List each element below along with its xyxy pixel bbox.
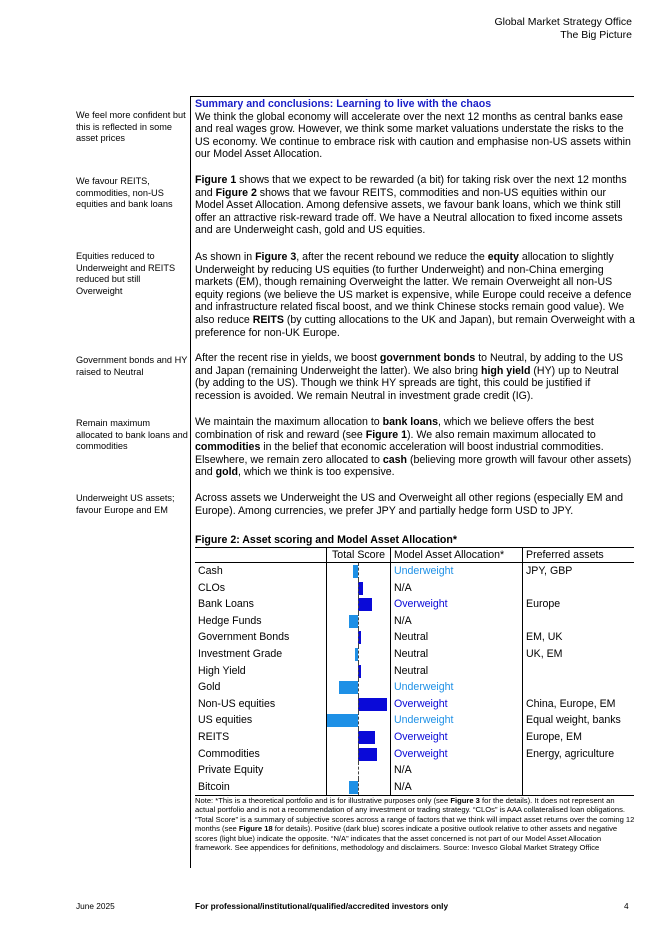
keyword: commodities bbox=[195, 441, 261, 454]
table-row bbox=[195, 563, 634, 580]
asset-name: US equities bbox=[198, 714, 253, 727]
score-axis bbox=[358, 696, 359, 713]
header-publication: The Big Picture bbox=[560, 29, 632, 41]
fig-ref: Figure 3 bbox=[255, 251, 297, 263]
score-cell bbox=[327, 746, 391, 763]
keyword: high yield bbox=[481, 364, 531, 377]
allocation-value: Overweight bbox=[391, 746, 523, 763]
score-axis bbox=[358, 779, 359, 796]
score-bar bbox=[327, 714, 358, 727]
allocation-value: Neutral bbox=[391, 629, 523, 646]
keyword: government bonds bbox=[379, 352, 476, 364]
preferred-assets bbox=[523, 613, 635, 630]
score-axis bbox=[358, 646, 359, 663]
header-org: Global Market Strategy Office bbox=[494, 16, 632, 28]
note-text: for the details). It does not represent an actual portfolio and is not a recommendation of any investment or trading strategy. “CLOs” is AAA collateralised loan obligations. “Total Score” is a summary of subjective scores across a range of factors that we think will impact asset returns over the coming 12 months (see bbox=[195, 796, 635, 834]
note-text: Note: *This is a theoretical portfolio and is for illustrative purposes only (see bbox=[195, 796, 451, 805]
preferred-assets bbox=[523, 580, 635, 597]
allocation-value: Underweight bbox=[391, 563, 523, 580]
sidebar-note-3: Equities reduced to Underweight and REITS reduced but still Overweight bbox=[76, 251, 176, 296]
fig-ref: Figure 3 bbox=[450, 796, 480, 805]
preferred-assets bbox=[523, 762, 635, 779]
table-row bbox=[195, 712, 634, 729]
table-row bbox=[195, 596, 634, 613]
score-bar bbox=[339, 681, 358, 694]
score-axis bbox=[358, 563, 359, 580]
asset-name: Bitcoin bbox=[195, 779, 327, 796]
score-axis bbox=[358, 679, 359, 696]
asset-name: Commodities bbox=[198, 747, 260, 760]
score-axis bbox=[358, 629, 359, 646]
figure-2 bbox=[195, 534, 634, 796]
table-row bbox=[195, 613, 634, 630]
footer-audience: For professional/institutional/qualified/accredited investors only bbox=[195, 901, 449, 911]
score-cell bbox=[327, 762, 391, 779]
figure-note bbox=[195, 796, 635, 852]
preferred-assets: EM, UK bbox=[526, 631, 563, 644]
p3-text: (by cutting allocations to the UK and Japan), but remain Overweight with a preference for non-UK Europe. bbox=[195, 313, 635, 339]
allocation-value: Underweight bbox=[391, 712, 523, 729]
paragraph-3 bbox=[195, 251, 635, 339]
score-axis bbox=[358, 712, 359, 729]
score-cell bbox=[327, 629, 391, 646]
score-cell bbox=[327, 646, 391, 663]
keyword: gold bbox=[215, 466, 238, 479]
page-number: 4 bbox=[624, 901, 629, 911]
col-preferred: Preferred assets bbox=[523, 548, 635, 563]
p2-text: shows that we favour REITS, commodities and non-US equities within our Model Asset Allocation. Among defensive assets, we favour bank loans, which we think still offer an attractive risk-reward trade off. We have a Neutral allocation to fixed income assets and are Underweight cash, gold and US equities. bbox=[195, 186, 623, 237]
sidebar-note-1: We feel more confident but this is reflected in some asset prices bbox=[76, 110, 186, 143]
score-bar bbox=[358, 731, 375, 744]
paragraph-4 bbox=[195, 352, 635, 402]
table-row bbox=[195, 779, 634, 796]
table-row bbox=[195, 762, 634, 779]
p2-text: shows that we expect to be rewarded (a bit) for taking risk over the next 12 months and bbox=[195, 174, 627, 199]
asset-name: Government Bonds bbox=[198, 631, 290, 644]
summary-section bbox=[195, 98, 635, 161]
table-header-row bbox=[195, 548, 634, 563]
section-top-rule bbox=[190, 96, 634, 97]
page-header bbox=[494, 16, 632, 42]
p4-text: (HY) up to Neutral (by adding to the US). Though we think HY spreads are tight, this could be justified if recession is avoided. We remain Neutral in investment grade credit (IG). bbox=[195, 364, 619, 402]
sidebar-note-5: Remain maximum allocated to bank loans and commodities bbox=[76, 418, 188, 451]
fig-ref: Figure 1 bbox=[195, 174, 237, 186]
score-bar bbox=[358, 598, 372, 611]
preferred-assets: UK, EM bbox=[526, 647, 563, 660]
asset-table bbox=[195, 548, 634, 796]
preferred-assets bbox=[523, 779, 635, 796]
paragraph-1: We think the global economy will accelerate over the next 12 months as central banks ease and real wages grow. However, we think some market valuations understate the risks to the US economy. We continue to embrace risk with caution and emphasise non-US assets within our Model Asset Allocation. bbox=[195, 110, 631, 161]
p5-text: in the belief that economic acceleration will boost industrial commodities. Elsewhere, we remain zero allocated to bbox=[195, 441, 604, 466]
allocation-value: Neutral bbox=[391, 663, 523, 680]
score-bar bbox=[349, 781, 358, 794]
col-allocation: Model Asset Allocation* bbox=[391, 548, 523, 563]
allocation-value: Overweight bbox=[391, 596, 523, 613]
score-cell bbox=[327, 580, 391, 597]
asset-name: Cash bbox=[198, 565, 223, 577]
score-cell bbox=[327, 613, 391, 630]
paragraph-2 bbox=[195, 174, 635, 237]
score-axis bbox=[358, 663, 359, 680]
p4-text: to Neutral, by adding to the US and Japan (remaining Underweight the latter). We also bring bbox=[195, 352, 624, 377]
score-axis bbox=[358, 729, 359, 746]
score-axis bbox=[358, 762, 359, 779]
allocation-value: Underweight bbox=[391, 679, 523, 696]
asset-name: Investment Grade bbox=[198, 647, 283, 660]
sidebar-note-2: We favour REITS, commodities, non-US equities and bank loans bbox=[76, 176, 173, 209]
preferred-assets: Equal weight, banks bbox=[526, 714, 621, 727]
note-text: for details). Positive (dark blue) scores indicate a positive outlook relative to other assets and negative scores (light blue) indicate the opposite. “N/A” indicates that the asset concerned is not part of our Model Asset Allocation framework. See appendices for definitions, methodology and disclaimers. Source: Invesco Global Market Strategy Office bbox=[195, 824, 618, 853]
score-cell bbox=[327, 696, 391, 713]
fig-ref: Figure 2 bbox=[215, 186, 257, 199]
score-axis bbox=[358, 580, 359, 597]
fig-ref: Figure 1 bbox=[365, 428, 407, 441]
sidebar-note-6: Underweight US assets; favour Europe and EM bbox=[76, 493, 175, 515]
preferred-assets bbox=[523, 679, 635, 696]
table-row bbox=[195, 629, 634, 646]
keyword: REITS bbox=[252, 313, 284, 326]
preferred-assets: Europe bbox=[526, 598, 561, 611]
table-row bbox=[195, 746, 634, 763]
asset-name: Private Equity bbox=[198, 764, 264, 777]
score-bar bbox=[358, 748, 377, 761]
p3-text: As shown in bbox=[195, 251, 256, 263]
paragraph-6: Across assets we Underweight the US and Overweight all other regions (especially EM and Europe). Among currencies, we prefer JPY and partially hedge form USD to JPY. bbox=[195, 492, 624, 517]
footer-date: June 2025 bbox=[76, 901, 115, 911]
score-axis bbox=[358, 746, 359, 763]
table-row bbox=[195, 679, 634, 696]
p5-text: , which we think is too expensive. bbox=[237, 466, 395, 479]
score-cell bbox=[327, 596, 391, 613]
p3-text: allocation to slightly Underweight by reducing US equities (to further Underweight) and non-China emerging markets (EM), though remaining Overweight the latter. We remain Overweight all non-US equity regions (we believe the US market is expensive, while Europe could receive a defence and infrastructure related fiscal boost, and we think Chinese stocks remain good value). We also reduce bbox=[195, 251, 632, 326]
col-asset bbox=[195, 548, 327, 563]
p5-text: ). We also remain maximum allocated to bbox=[406, 428, 596, 441]
allocation-value: N/A bbox=[391, 779, 523, 796]
keyword: bank loans bbox=[382, 416, 438, 428]
table-row bbox=[195, 696, 634, 713]
score-cell bbox=[327, 563, 391, 580]
table-row bbox=[195, 646, 634, 663]
section-title: Summary and conclusions: Learning to live with the chaos bbox=[195, 98, 492, 110]
keyword: cash bbox=[382, 453, 407, 466]
figure-title: Figure 2: Asset scoring and Model Asset Allocation* bbox=[195, 534, 634, 548]
allocation-value: Overweight bbox=[391, 696, 523, 713]
table-row bbox=[195, 580, 634, 597]
preferred-assets: Energy, agriculture bbox=[526, 747, 615, 760]
asset-name: Hedge Funds bbox=[198, 614, 262, 627]
allocation-value: N/A bbox=[391, 580, 523, 597]
p5-text: We maintain the maximum allocation to bbox=[195, 416, 383, 428]
table-row bbox=[195, 729, 634, 746]
score-cell bbox=[327, 712, 391, 729]
allocation-value: Overweight bbox=[391, 729, 523, 746]
column-divider bbox=[190, 96, 191, 868]
allocation-value: N/A bbox=[391, 762, 523, 779]
asset-name: Non-US equities bbox=[198, 697, 276, 710]
table-row bbox=[195, 663, 634, 680]
sidebar-note-4: Government bonds and HY raised to Neutral bbox=[76, 355, 188, 377]
p5-text: (believing more growth will favour other assets) and bbox=[195, 453, 632, 479]
preferred-assets: JPY, GBP bbox=[526, 565, 573, 577]
allocation-value: N/A bbox=[391, 613, 523, 630]
score-bar bbox=[358, 698, 387, 711]
asset-name: Gold bbox=[198, 681, 221, 694]
preferred-assets bbox=[523, 663, 635, 680]
asset-name: High Yield bbox=[198, 664, 246, 677]
score-axis bbox=[358, 596, 359, 613]
score-cell bbox=[327, 729, 391, 746]
preferred-assets: China, Europe, EM bbox=[526, 697, 616, 710]
score-cell bbox=[327, 679, 391, 696]
paragraph-5 bbox=[195, 416, 635, 479]
score-cell bbox=[327, 663, 391, 680]
score-axis bbox=[358, 613, 359, 630]
asset-name: REITS bbox=[198, 730, 230, 743]
asset-name: CLOs bbox=[198, 581, 226, 594]
col-total-score: Total Score bbox=[327, 548, 391, 563]
score-bar bbox=[349, 615, 358, 628]
score-cell bbox=[327, 779, 391, 796]
p3-text: , after the recent rebound we reduce the bbox=[296, 251, 488, 263]
fig-ref: Figure 18 bbox=[238, 824, 273, 834]
preferred-assets: Europe, EM bbox=[526, 730, 582, 743]
allocation-value: Neutral bbox=[391, 646, 523, 663]
asset-name: Bank Loans bbox=[198, 598, 254, 611]
p5-text: , which we believe offers the best combination of risk and reward (see bbox=[195, 416, 594, 441]
keyword: equity bbox=[487, 251, 519, 263]
p4-text: After the recent rise in yields, we boost bbox=[195, 352, 380, 364]
